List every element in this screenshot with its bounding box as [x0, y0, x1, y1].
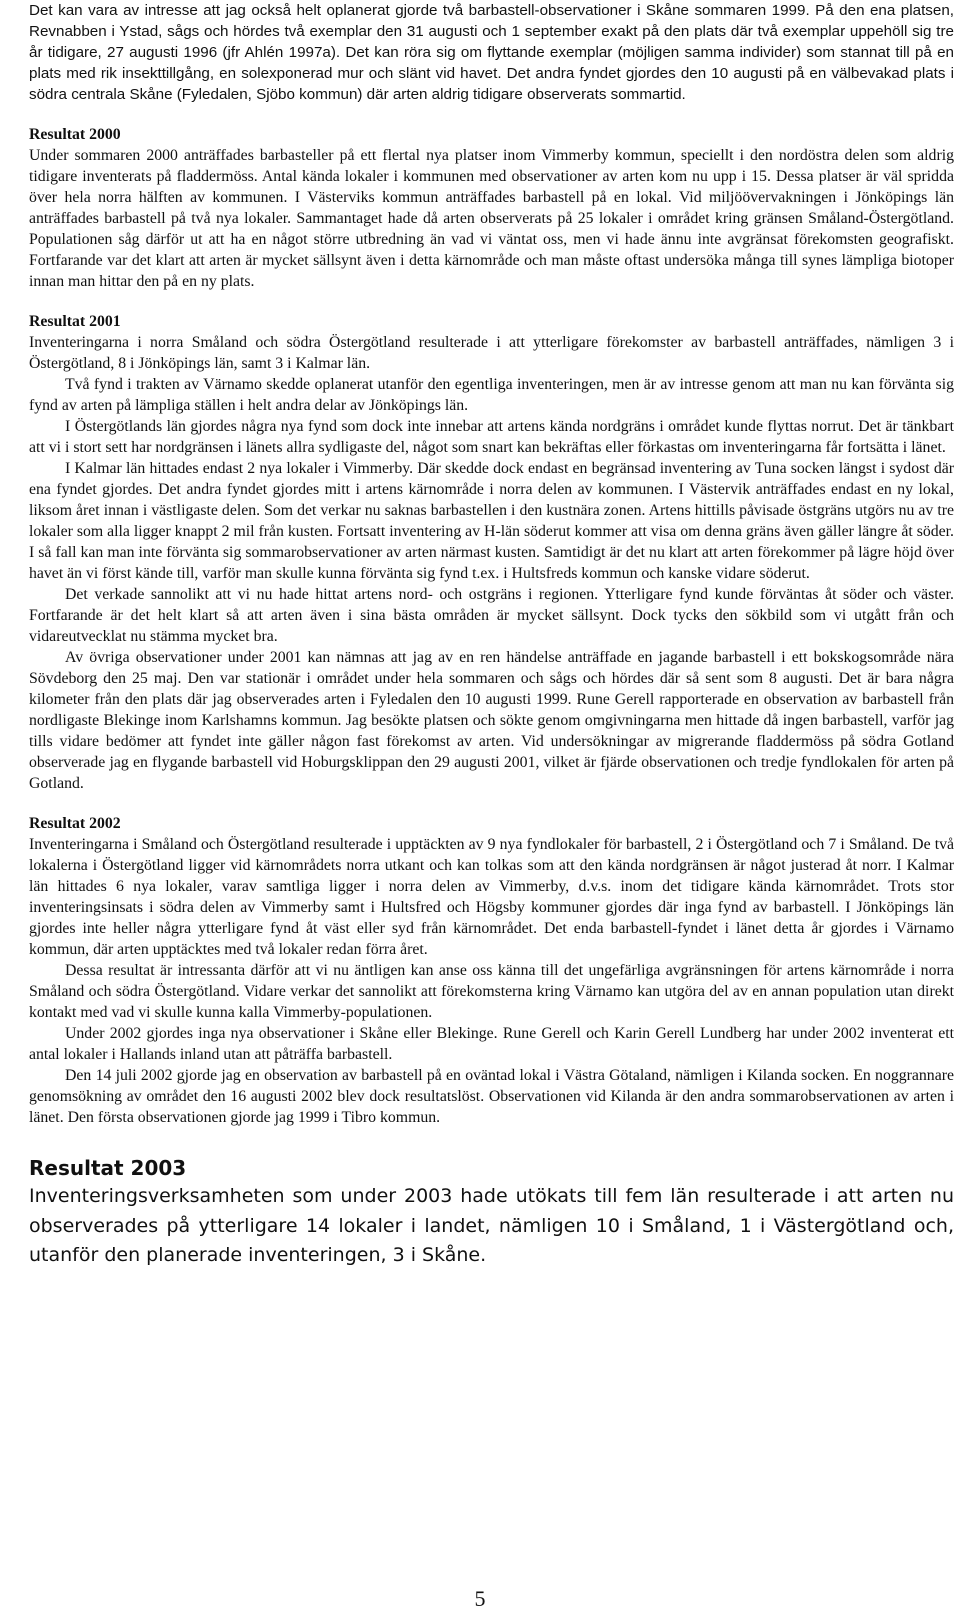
- paragraph-2001-4: I Kalmar län hittades endast 2 nya lokaler i Vimmerby. Där skedde dock endast en begränsad inventering av Tuna socken längst i sydost där ena fyndet gjordes. Det andra fyndet gjordes mitt i artens kärnområde i norra delen av kommunen. I Västervik anträffades endast en ny lokal, liksom året innan i västligaste delen. Som det verkar nu saknas barbastellen i den kustnära zonen. Artens hittills påvisade östgräns utgörs nu av tre lokaler som alla ligger knappt 2 mil från kusten. Fortsatt inventering av H-län söderut kommer att visa om denna gräns även gäller längre åt söder. I så fall kan man inte förvänta sig sommarobservationer av arten närmast kusten. Samtidigt är det nu klart att arten förekommer på lägre höjd över havet än vi först kände till, varför man skulle kunna förvänta sig fynd t.ex. i Hultsfreds kommun och kanske vidare söderut.: [29, 460, 954, 582]
- paragraph-2002-3: Under 2002 gjordes inga nya observationer i Skåne eller Blekinge. Rune Gerell och Karin Gerell Lundberg har under 2002 inventerat ett antal lokaler i Hallands inland utan att påträffa barbastell.: [29, 1025, 954, 1063]
- paragraph-2003-1: Inventeringsverksamheten som under 2003 hade utökats till fem län resulterade i att arten nu observerades på ytterligare 14 lokaler i landet, nämligen 10 i Småland, 1 i Västergötland och, utanför den planerade inventeringen, 3 i Skåne.: [29, 1185, 954, 1266]
- paragraph-2001-1: Inventeringarna i norra Småland och södra Östergötland resulterade i att ytterligare förekomster av barbastell anträffades, nämligen 3 i Östergötland, 8 i Jönköpings län, samt 3 i Kalmar län.: [29, 334, 954, 372]
- page-number: 5: [474, 1586, 486, 1611]
- paragraph-2002-2: Dessa resultat är intressanta därför att vi nu äntligen kan anse oss känna till det ungefärliga avgränsningen för artens kärnområde i norra Småland och södra Östergötland. Vidare verkar det sannolikt att förekomsterna kring Värnamo kan utgöra del av en annan population utan direkt kontakt med vad vi skulle kunna kalla Vimmerby-populationen.: [29, 962, 954, 1021]
- paragraph-2001-6: Av övriga observationer under 2001 kan nämnas att jag av en ren händelse anträffade en jagande barbastell i ett bokskogsområde nära Sövdeborg den 25 maj. Den var stationär i området under hela sommaren och sågs och hördes där så sent som 8 augusti. Det är bara några kilometer från den plats där jag observerades arten i Fyledalen den 10 augusti 1999. Rune Gerell rapporterade en observation av barbastell från nordligaste Blekinge inom Karlshamns kommun. Jag besökte platsen och sökte genom omgivningarna men hittade då ingen barbastell, varför jag tills vidare bedömer att fyndet inte gäller någon fast förekomst av arten. Vid undersökningar av migrerande fladdermöss på södra Gotland observerade jag en flygande barbastell vid Hoburgsklippan den 29 augusti 2001, vilket är fjärde observationen och tredje fyndlokalen för arten på Gotland.: [29, 649, 954, 792]
- paragraph-2001-5: Det verkade sannolikt att vi nu hade hittat artens nord- och ostgräns i regionen. Ytterligare fynd kunde förväntas åt söder och väster. Fortfarande är det helt klart så att arten även i sina bästa områden är mycket sällsynt. Dock tycks den sökbild som vi utgått från och vidareutvecklat nu stämma mycket bra.: [29, 586, 954, 645]
- intro-paragraph: Det kan vara av intresse att jag också helt oplanerat gjorde två barbastell-observationer i Skåne sommaren 1999. På den ena platsen, Revnabben i Ystad, sågs och hördes två exemplar den 31 augusti och 1 september exakt på den plats där två exemplar uppehöll sig tre år tidigare, 27 augusti 1996 (jfr Ahlén 1997a). Det kan röra sig om flyttande exemplar (möjligen samma individer) som stannat till på en plats med rik insekttillgång, en solexponerad mur och slänt vid havet. Det andra fyndet gjordes den 10 augusti på en välbevakad plats i södra centrala Skåne (Fyledalen, Sjöbo kommun) där arten aldrig tidigare observerats sommartid.: [29, 2, 954, 103]
- heading-resultat-2003: Resultat 2003: [29, 1156, 187, 1180]
- heading-resultat-2001: Resultat 2001: [29, 313, 121, 330]
- heading-resultat-2000: Resultat 2000: [29, 126, 121, 143]
- paragraph-2002-1: Inventeringarna i Småland och Östergötland resulterade i upptäckten av 9 nya fyndlokaler för barbastell, 2 i Östergötland och 7 i Småland. De två lokalerna i Östergötland ligger vid kärnområdets norra utkant och kan tolkas som att den kända nordgränsen är något justerad åt norr. I Kalmar län hittades 6 nya lokaler, varav samtliga ligger i norra delen av Vimmerby, d.v.s. inom det tidigare kända kärnområdet. Trots stor inventeringsinsats i södra delen av Vimmerby samt i Hultsfred och Högsby kommuner gjordes där inga fynd av barbastell. I Jönköpings län gjordes inte heller några ytterligare fynd åt väst eller syd från kärnområdet. Det enda barbastell-fyndet i länet detta år gjordes i Värnamo kommun, där arten upptäcktes med två lokaler redan förra året.: [29, 836, 954, 958]
- paragraph-2002-4: Den 14 juli 2002 gjorde jag en observation av barbastell på en oväntad lokal i Västra Götaland, nämligen i Kilanda socken. En noggrannare genomsökning av området den 16 augusti 2002 blev dock resultatslöst. Observationen vid Kilanda är den andra sommarobservationen av arten i länet. Den första observationen gjorde jag 1999 i Tibro kommun.: [29, 1067, 954, 1126]
- document-page: [29, 0, 954, 1271]
- paragraph-2000: Under sommaren 2000 anträffades barbasteller på ett flertal nya platser inom Vimmerby kommun, speciellt i den nordöstra delen som aldrig tidigare inventerats på fladdermöss. Antal kända lokaler i kommunen med observationer av arten kom nu upp i 15. Dessa platser är väl spridda över hela norra hälften av kommunen. I Västerviks kommun anträffades barbastell på en lokal. Vid miljöövervakningen i Jönköpings län anträffades barbastell på två nya lokaler. Sammantaget hade då arten observerats på 25 lokaler i området kring gränsen Småland-Östergötland. Populationen såg därför ut att ha en något större utbredning än vad vi väntat oss, men vi hade ännu inte avgränsat förekomsten geografiskt. Fortfarande var det klart att arten är mycket sällsynt även i detta kärnområde och man måste oftast undersöka många till synes lämpliga biotoper innan man hittar den på en ny plats.: [29, 147, 954, 290]
- paragraph-2001-2: Två fynd i trakten av Värnamo skedde oplanerat utanför den egentliga inventeringen, men är av intresse genom att man nu kan förvänta sig fynd av arten på lämpliga ställen i helt andra delar av Jönköpings län.: [29, 376, 954, 414]
- paragraph-2001-3: I Östergötlands län gjordes några nya fynd som dock inte innebar att artens kända nordgräns i området kunde flyttas norrut. Det är tänkbart att vi i stort sett har nordgränsen i länets allra sydligaste del, något som snart kan bekräftas eller förkastas om inventeringarna får fortsätta i länet.: [29, 418, 954, 456]
- heading-resultat-2002: Resultat 2002: [29, 815, 121, 832]
